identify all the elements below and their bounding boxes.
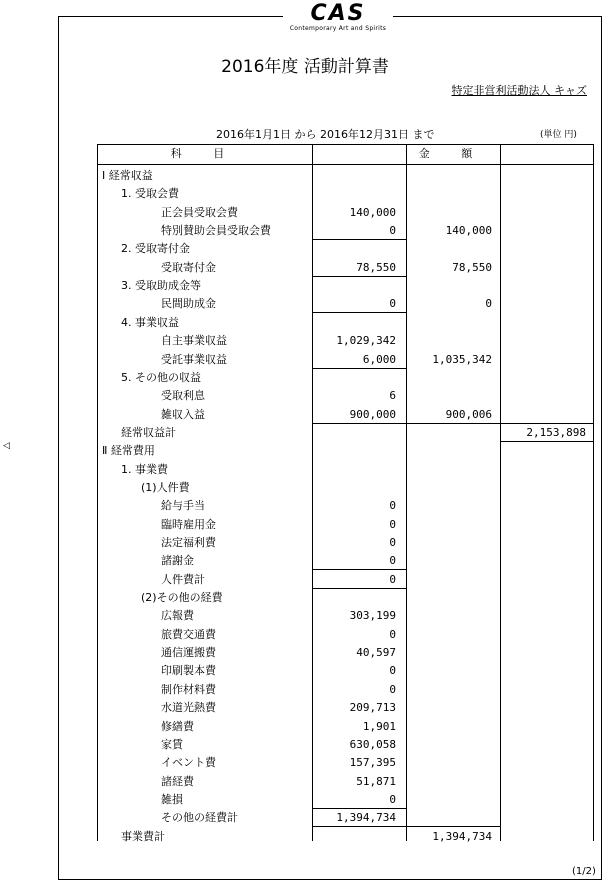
table-row [97, 718, 593, 736]
amount-c1: 0 [389, 554, 396, 568]
amount-c1: 0 [389, 224, 396, 238]
subtotal-line [312, 808, 406, 809]
table-row [97, 571, 593, 589]
table-row [97, 277, 593, 295]
row-label: 給与手当 [161, 499, 205, 513]
row-label: (2)その他の経費 [141, 591, 223, 605]
row-label: 特別賛助会員受取会費 [161, 224, 271, 238]
amount-c1: 0 [389, 297, 396, 311]
logo-sub-text: Contemporary Art and Spirits [289, 25, 387, 32]
amount-c1: 0 [389, 682, 396, 696]
total-line [406, 423, 500, 424]
table-row [97, 773, 593, 791]
amount-c2: 1,394,734 [432, 829, 492, 843]
row-label: 臨時雇用金 [161, 517, 216, 531]
table-row [97, 497, 593, 515]
table-row [97, 424, 593, 442]
table-row [97, 479, 593, 497]
table-row [97, 222, 593, 240]
subtotal-line [312, 423, 406, 424]
amount-c2: 0 [485, 297, 492, 311]
table-row [97, 828, 593, 846]
table-row [97, 626, 593, 644]
amount-c1: 40,597 [356, 646, 396, 660]
row-label: 印刷製本費 [161, 664, 216, 678]
amount-c1: 6,000 [362, 352, 396, 366]
subtotal-line [312, 569, 406, 570]
row-label: 3. 受取助成金等 [121, 279, 201, 293]
amount-c1: 0 [389, 536, 396, 549]
amount-c1: 630,058 [349, 737, 396, 751]
row-label: (1)人件費 [141, 480, 190, 494]
amount-c1: 6 [389, 389, 396, 403]
amount-c1: 1,901 [362, 719, 396, 733]
row-label: 諸経費 [161, 774, 194, 788]
amount-c2: 140,000 [445, 224, 492, 238]
row-label: 家賃 [161, 737, 183, 751]
table-header-line [97, 164, 593, 165]
table-row [97, 240, 593, 258]
amount-c1: 0 [389, 664, 396, 678]
subtotal-line [406, 826, 500, 827]
unit-text: (単位 円) [540, 130, 577, 140]
row-label: 経常収益計 [121, 425, 176, 439]
amount-c1: 51,871 [356, 774, 396, 788]
table-row [97, 662, 593, 680]
amount-c1: 140,000 [349, 205, 396, 219]
row-label: 1. 受取会費 [121, 187, 179, 201]
cas-logo [283, 3, 393, 33]
amount-c1: 0 [389, 517, 396, 531]
amount-c1: 0 [389, 792, 396, 806]
amount-c2: 1,035,342 [432, 352, 492, 366]
table-border-right [593, 144, 594, 841]
subtotal-line [312, 312, 406, 313]
table-row [97, 295, 593, 313]
table-row [97, 442, 593, 460]
row-label: 受取利息 [161, 389, 205, 403]
amount-c1: 78,550 [356, 260, 396, 274]
table-row [97, 259, 593, 277]
table-row [97, 809, 593, 827]
statement-table [97, 144, 593, 841]
subtotal-line [312, 368, 406, 369]
table-row [97, 516, 593, 534]
amount-c3: 2,153,898 [526, 425, 586, 439]
subtotal-line [312, 239, 406, 240]
table-row [97, 552, 593, 570]
table-row [97, 204, 593, 222]
row-label: 人件費計 [161, 572, 205, 586]
table-row [97, 589, 593, 607]
table-row [97, 754, 593, 772]
table-row [97, 681, 593, 699]
amount-c1: 1,394,734 [336, 811, 396, 825]
amount-c1: 209,713 [349, 701, 396, 715]
row-label: 水道光熱費 [161, 701, 216, 715]
amount-c1: 0 [389, 572, 396, 586]
row-label: 通信運搬費 [161, 646, 216, 660]
table-row [97, 791, 593, 809]
table-row [97, 332, 593, 350]
table-row [97, 167, 593, 185]
row-label: イベント費 [161, 756, 216, 770]
row-label: 民間助成金 [161, 297, 216, 311]
grand-total-line [500, 423, 593, 424]
row-label: 4. 事業収益 [121, 315, 179, 329]
row-label: 制作材料費 [161, 682, 216, 696]
amount-c2: 78,550 [452, 260, 492, 274]
subtotal-line [312, 588, 406, 589]
row-label: その他の経費計 [161, 811, 238, 825]
row-label: 5. その他の収益 [121, 370, 201, 384]
subtotal-line [312, 276, 406, 277]
logo-main-text: CAS [310, 1, 366, 26]
table-row [97, 314, 593, 332]
row-label: 諸謝金 [161, 554, 194, 568]
amount-c1: 157,395 [349, 756, 396, 770]
side-triangle-icon: ◁ [3, 441, 10, 451]
table-row [97, 736, 593, 754]
table-row [97, 351, 593, 369]
row-label: Ⅱ 経常費用 [102, 444, 155, 458]
organization-name: 特定非営利活動法人 キャズ [451, 84, 587, 97]
row-label: 自主事業収益 [161, 334, 227, 348]
amount-c1: 1,029,342 [336, 334, 396, 348]
amount-c2: 900,006 [445, 407, 492, 421]
row-label: 受取寄付金 [161, 260, 216, 274]
row-label: 受託事業収益 [161, 352, 227, 366]
grand-total-line [500, 441, 593, 442]
amount-c1: 0 [389, 627, 396, 641]
table-row [97, 387, 593, 405]
table-row [97, 369, 593, 387]
row-label: 2. 受取寄付金 [121, 242, 190, 256]
amount-c1: 0 [389, 499, 396, 513]
table-row [97, 534, 593, 552]
subtotal-line [312, 826, 406, 827]
page-number: (1/2) [572, 866, 596, 877]
table-row [97, 461, 593, 479]
table-row [97, 644, 593, 662]
amount-c1: 900,000 [349, 407, 396, 421]
row-label: 雑損 [161, 792, 183, 806]
header-amount: 金 額 [418, 147, 487, 160]
header-item: 科 目 [170, 147, 239, 160]
table-row [97, 406, 593, 424]
table-row [97, 699, 593, 717]
row-label: 旅費交通費 [161, 627, 216, 641]
amount-c1: 303,199 [349, 609, 396, 623]
row-label: 雑収入益 [161, 407, 205, 421]
row-label: 正会員受取会費 [161, 205, 238, 219]
table-row [97, 607, 593, 625]
row-label: 広報費 [161, 609, 194, 623]
period-text: 2016年1月1日 から 2016年12月31日 まで [216, 128, 435, 141]
row-label: Ⅰ 経常収益 [102, 169, 153, 182]
row-label: 事業費計 [121, 829, 165, 843]
document-title: 2016年度 活動計算書 [221, 57, 389, 77]
row-label: 1. 事業費 [121, 462, 168, 476]
row-label: 修繕費 [161, 719, 194, 733]
table-row [97, 185, 593, 203]
row-label: 法定福利費 [161, 536, 216, 549]
